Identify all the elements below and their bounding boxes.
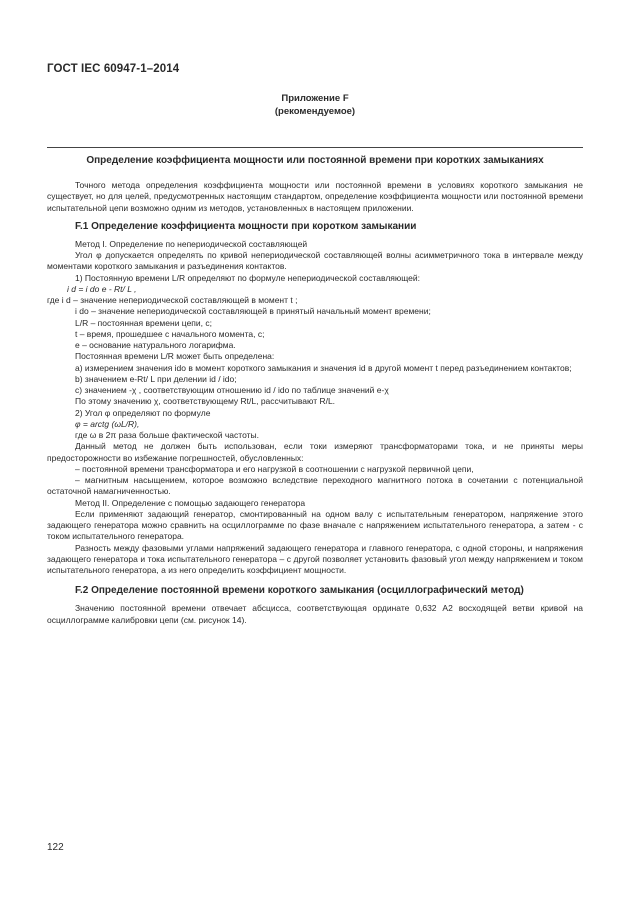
phase-difference-paragraph: Разность между фазовыми углами напряжений задающего генератора и главного генератора, с одной стороны, и напряжения задающего генератора и тока испытательного генератора – с другой позволяет установить фазовый угол между напряжением и током испытательного генератора, а из него определить коэффициент мощности. [47, 542, 583, 575]
dash-item-2: – магнитным насыщением, которое возможно вследствие переходного магнитного потока в сочетании с потенциальной остаточной намагниченностью. [47, 475, 583, 497]
method1-title: Метод I. Определение по непериодической составляющей [75, 238, 308, 249]
phi-formula: φ = arctg (ωL/R), [75, 418, 140, 429]
where-label: где [47, 295, 60, 305]
decay-formula: i d = i do e - Rt/ L , [67, 283, 137, 294]
definition-e: e – основание натурального логарифма. [75, 340, 236, 350]
document-header: ГОСТ IEC 60947-1–2014 [47, 63, 180, 75]
definition-ido: i do – значение непериодической составляющей в принятый начальный момент времени; [75, 306, 431, 317]
annex-status: (рекомендуемое) [274, 106, 356, 117]
generator-paragraph: Если применяют задающий генератор, смонтированный на одном валу с испытательным генератором, напряжение этого задающего генератора можно сравнить на осциллограмме по фазе вначале с напряжением испытательного генератора, а затем - с током испытательного генератора. [47, 508, 583, 542]
definition-row [47, 295, 583, 306]
divider [47, 147, 583, 148]
f1-heading: F.1 Определение коэффициента мощности при коротком замыкании [75, 220, 417, 232]
caution-paragraph: Данный метод не должен быть использован, если токи измеряют трансформаторами тока, и не приняты меры предосторожности во избежание погрешностей, обусловленных: [47, 441, 583, 463]
page-number: 122 [47, 842, 64, 853]
annex-title: Приложение F [281, 93, 349, 104]
intro-paragraph: Точного метода определения коэффициента мощности или постоянной времени в условиях короткого замыкания не существует, но для целей, предусмотренных настоящим стандартом, определение коэффициента мощности или постоянной времени испытательной цепи возможно одним из методов, установленных в настоящем приложении. [47, 180, 583, 213]
definition-t: t – время, прошедшее с начального момента, с; [75, 328, 265, 339]
f2-paragraph: Значению постоянной времени отвечает абсцисса, соответствующая ординате 0,632 A2 восходящей ветви кривой на осциллограмме калибровки цепи (см. рисунок 14). [47, 603, 583, 625]
method2-title: Метод II. Определение с помощью задающего генератора [75, 497, 306, 508]
phi-intro: 2) Угол φ определяют по формуле [75, 407, 211, 418]
document-body [47, 180, 583, 626]
f2-heading: F.2 Определение постоянной времени короткого замыкания (осциллографический метод) [75, 585, 524, 597]
item-c: c) значением -χ , соответствующим отношению id / ido по таблице значений e-χ [75, 385, 389, 395]
dash-item-1: – постоянной времени трансформатора и его нагрузкой в соотношении с нагрузкой первичной цепи, [75, 463, 474, 474]
omega-note: где ω в 2π раза больше фактической частоты. [75, 430, 259, 440]
lr-determination: Постоянная времени L/R может быть определена: [75, 351, 275, 362]
definition-lr: L/R – постоянная времени цепи, с; [75, 317, 212, 328]
section-title: Определение коэффициента мощности или постоянной времени при коротких замыканиях [86, 155, 544, 166]
item-b: b) значением e-Rt/ L при делении id / ido; [75, 373, 237, 384]
definition-id: i d – значение непериодической составляющей в момент t ; [61, 295, 298, 305]
item-c-continued: По этому значению χ, соответствующему Rt/L, рассчитывают R/L. [75, 396, 336, 407]
angle-paragraph: Угол φ допускается определять по кривой непериодической составляющей волны асимметричного тока в интервале между моментами короткого замыкания и разъединения контактов. [47, 250, 583, 272]
item-a: а) измерением значения ido в момент короткого замыкания и значения id в другой момент t перед разъединением контактов; [75, 362, 572, 373]
lr-formula-intro: 1) Постоянную времени L/R определяют по формуле непериодической составляющей: [75, 272, 421, 283]
